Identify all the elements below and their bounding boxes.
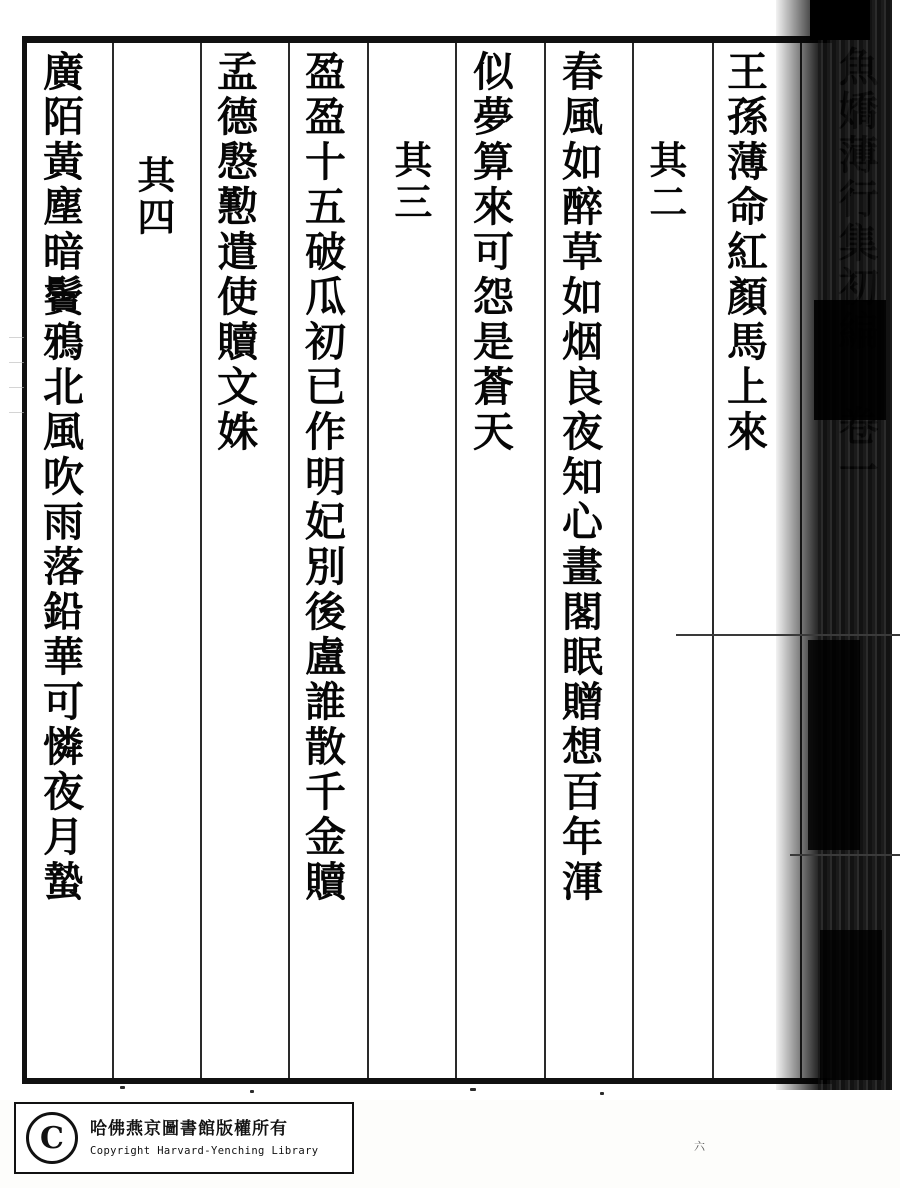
scan-speck	[120, 1086, 125, 1089]
frame-rule-top	[22, 36, 832, 43]
ink-blot	[814, 300, 886, 420]
verse-column-1: 王孫薄命紅顏馬上來	[720, 50, 769, 455]
copyright-icon: C	[26, 1112, 78, 1164]
folio-number: 六	[694, 1140, 705, 1153]
frame-rule-bottom	[22, 1078, 832, 1084]
gutter-shadow	[776, 0, 818, 1090]
scan-hairline	[676, 634, 900, 636]
section-heading-3: 其三	[387, 140, 433, 224]
stamp-english-text: Copyright Harvard-Yenching Library	[90, 1145, 319, 1158]
scan-speck	[600, 1092, 604, 1095]
verse-column-3: 春風如醉草如烟良夜知心畫閣眠贈想百年渾	[555, 50, 604, 905]
verse-column-4: 似夢算來可怨是蒼天	[466, 50, 515, 455]
stamp-text-group	[90, 1119, 319, 1157]
column-rule	[288, 43, 290, 1078]
column-rule	[112, 43, 114, 1078]
ink-blot	[820, 930, 882, 1080]
column-rule	[632, 43, 634, 1078]
section-heading-4: 其四	[130, 155, 176, 239]
scan-hairline	[790, 854, 900, 856]
column-rule	[455, 43, 457, 1078]
column-rule	[544, 43, 546, 1078]
library-copyright-stamp	[14, 1102, 354, 1174]
verse-column-6: 盈盈十五破瓜初已作明妃別後盧誰散千金贖	[298, 50, 347, 905]
column-rule	[712, 43, 714, 1078]
column-rule	[367, 43, 369, 1078]
scan-speck	[470, 1088, 476, 1091]
ink-blot	[808, 640, 860, 850]
column-rule	[200, 43, 202, 1078]
stamp-chinese-text: 哈佛燕京圖書館版權所有	[90, 1118, 288, 1139]
verse-column-9: 廣陌黃塵暗鬢鴉北風吹雨落鉛華可憐夜月蟄	[36, 50, 85, 905]
verse-column-7: 孟德慇懃遣使贖文姝	[210, 50, 259, 455]
edge-bleed-marks: ｜｜｜｜	[7, 330, 25, 430]
scan-speck	[250, 1090, 254, 1093]
binding-gutter	[818, 0, 892, 1090]
section-heading-2: 其二	[642, 140, 688, 224]
ink-blot	[810, 0, 870, 40]
frame-rule-left	[22, 36, 27, 1084]
